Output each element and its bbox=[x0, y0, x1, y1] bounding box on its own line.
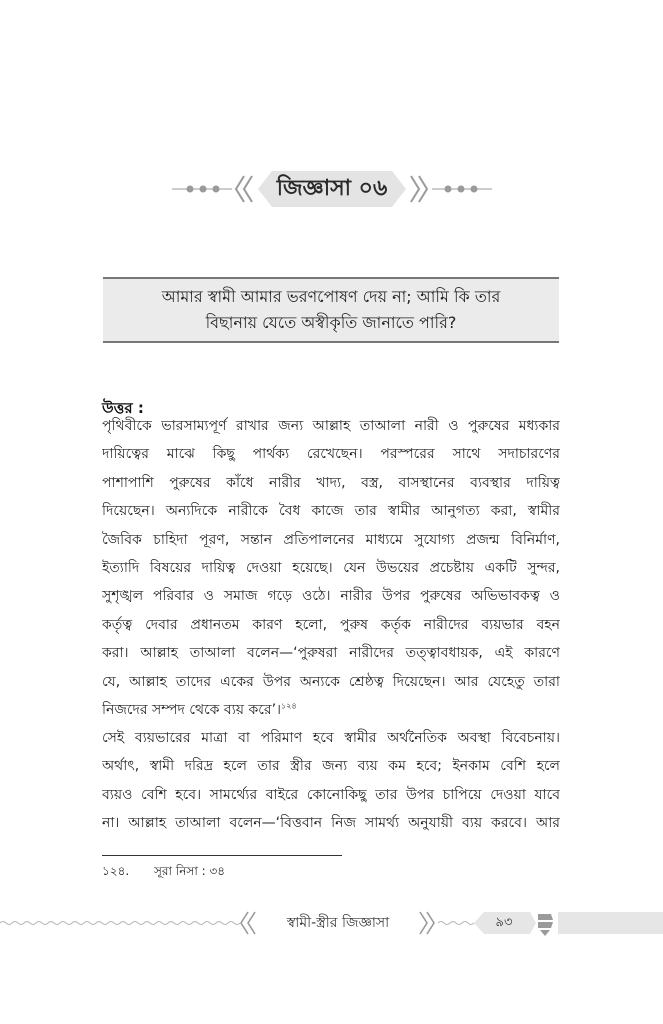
chapter-title: জিজ্ঞাসা ০৬ bbox=[276, 176, 388, 201]
footnote-reference: ১২৪ bbox=[281, 701, 297, 711]
text-line: সুশৃঙ্খল পরিবার ও সমাজ গড়ে ওঠে। নারীর উপর পুরুষের অভিভাবকত্ব ও bbox=[102, 588, 560, 605]
question-line-2: বিছানায় যেতে অস্বীকৃতি জানাতে পারি? bbox=[205, 313, 457, 332]
text-line: জৈবিক চাহিদা পূরণ, সন্তান প্রতিপালনের মাধ্যমে সুযোগ্য প্রজন্ম বিনির্মাণ, bbox=[102, 531, 560, 548]
text-line-last bbox=[102, 696, 560, 724]
question-line-1: আমার স্বামী আমার ভরণপোষণ দেয় না; আমি কি তার bbox=[161, 287, 501, 306]
text-line: না। আল্লাহ তাআলা বলেন—‘বিত্তবান নিজ সামর্থ্য অনুযায়ী ব্যয় করবে। আর bbox=[102, 815, 560, 832]
chapter-heading bbox=[0, 167, 663, 211]
text-line: দায়িত্বের মাঝে কিছু পার্থক্য রেখেছেন। পরস্পরের সাথে সদাচারণের bbox=[102, 446, 560, 463]
text-line: অর্থাৎ, স্বামী দরিদ্র হলে তার স্ত্রীর জন্য ব্যয় কম হবে; ইনকাম বেশি হলে bbox=[102, 758, 560, 775]
text-line: করা। আল্লাহ তাআলা বলেন—‘পুরুষরা নারীদের তত্ত্বাবধায়ক, এই কারণে bbox=[102, 645, 560, 662]
text-line: যে, আল্লাহ তাদের একের উপর অন্যকে শ্রেষ্ঠত্ব দিয়েছেন। আর যেহেতু তারা bbox=[102, 673, 560, 690]
footnote-number: ১২৪. bbox=[102, 864, 130, 878]
page-footer bbox=[0, 906, 663, 940]
running-title: স্বামী-স্ত্রীর জিজ্ঞাসা bbox=[286, 915, 390, 931]
text-line: পাশাপাশি পুরুষের কাঁধে নারীর খাদ্য, বস্ত্র, বাসস্থানের ব্যবস্থার দায়িত্ব bbox=[102, 474, 560, 491]
question-box bbox=[103, 277, 559, 343]
page-number: ৯৩ bbox=[495, 915, 513, 930]
answer-label: উত্তর : bbox=[102, 399, 144, 417]
answer-paragraph-1 bbox=[102, 412, 560, 724]
footnote bbox=[102, 863, 225, 883]
text-line: দিয়েছেন। অন্যদিকে নারীকে বৈধ কাজে তার স্বামীর আনুগত্য করা, স্বামীর bbox=[102, 503, 560, 520]
footnote-text: সূরা নিসা : ৩৪ bbox=[154, 864, 226, 878]
text-line: পৃথিবীকে ভারসাম্যপূর্ণ রাখার জন্য আল্লাহ তাআলা নারী ও পুরুষের মধ্যকার bbox=[102, 418, 560, 434]
footnote-rule bbox=[102, 855, 342, 856]
text-line: ব্যয়ও বেশি হবে। সামর্থ্যের বাইরে কোনোকিছু তার উপর চাপিয়ে দেওয়া যাবে bbox=[102, 786, 560, 803]
text-fragment: নিজদের সম্পদ থেকে ব্যয় করে’। bbox=[102, 701, 282, 718]
text-line: কর্তৃত্ব দেবার প্রধানতম কারণ হলো, পুরুষ কর্তৃক নারীদের ব্যয়ভার বহন bbox=[102, 616, 560, 633]
text-line: সেই ব্যয়ভারের মাত্রা বা পরিমাণ হবে স্বামীর অর্থনৈতিক অবস্থা বিবেচনায়। bbox=[102, 730, 560, 746]
text-line: ইত্যাদি বিষয়ের দায়িত্ব দেওয়া হয়েছে। যেন উভয়ের প্রচেষ্টায় একটি সুন্দর, bbox=[102, 559, 560, 576]
answer-paragraph-2 bbox=[102, 724, 560, 838]
